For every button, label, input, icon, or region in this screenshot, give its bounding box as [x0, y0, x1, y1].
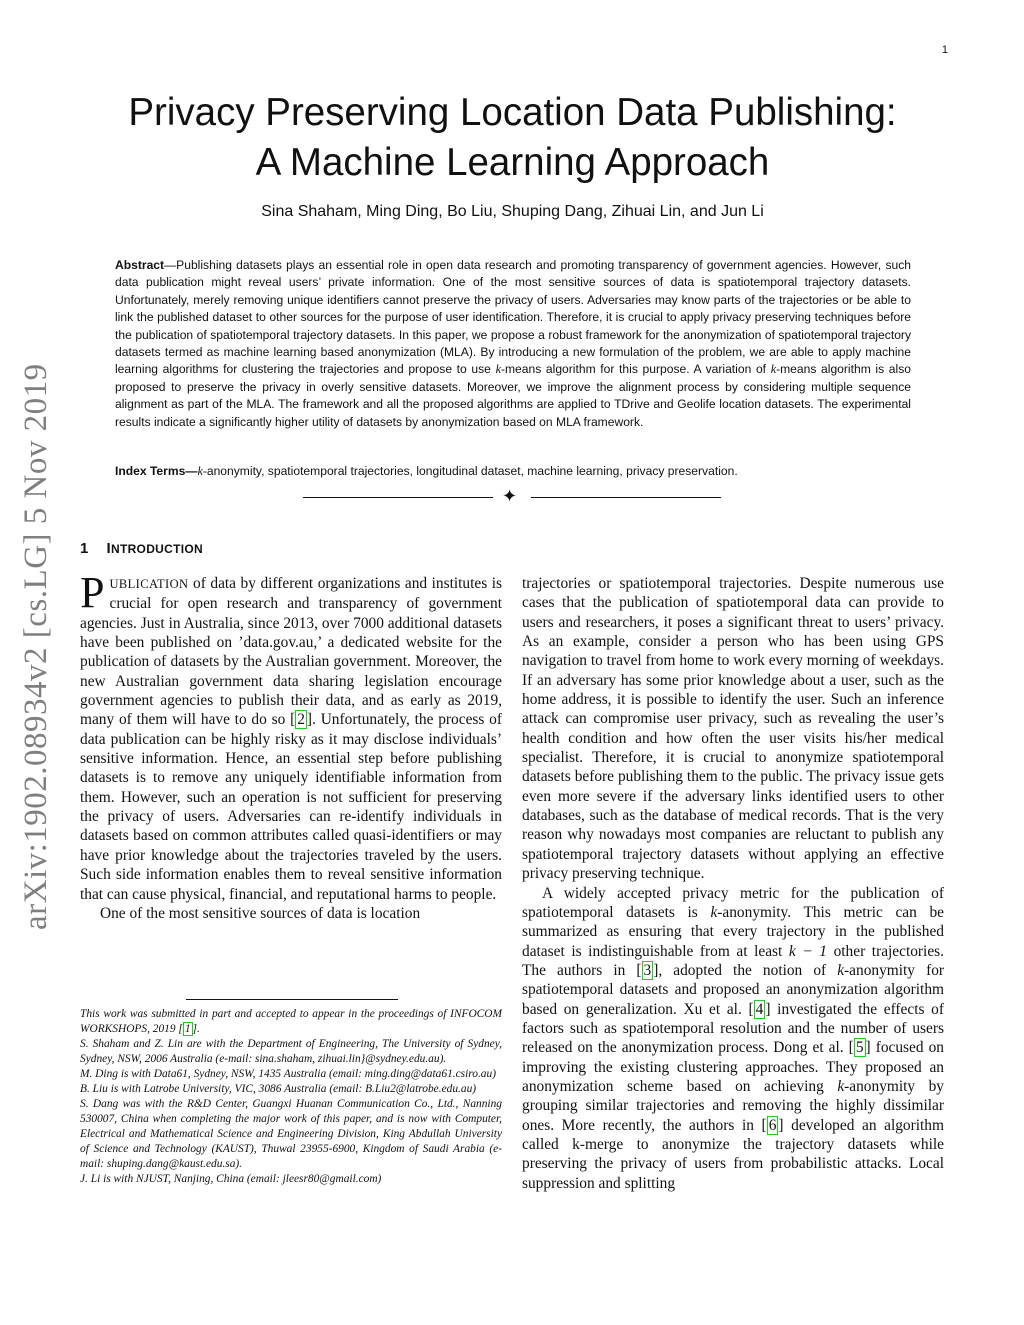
left-column: [80, 568, 502, 923]
index-terms: [115, 463, 911, 480]
section-title-rest: NTRODUCTION: [111, 542, 203, 556]
author-list: Sina Shaham, Ming Ding, Bo Liu, Shuping Dang, Zihuai Lin, and Jun Li: [261, 203, 764, 220]
section-number: 1: [80, 540, 89, 557]
paper-title: [80, 88, 945, 188]
paragraph-text: -anonymity by grouping similar trajectories and removing the highly dissimilar ones. More recently, the authors in: [522, 1077, 944, 1134]
paragraph-text: trajectories or spatiotemporal trajectories. Despite numerous use cases that the publication of spatiotemporal data can provide to users and researchers, it poses a significant threat to users’ privacy. As an example, consider a person who has been using GPS navigation to travel from home to work every morning of weekdays. If an adversary has some prior knowledge about a user, such as the home address, it is possible to identify the user. Such an inference attack can compromise user privacy, such as revealing the user’s health condition and how often the user visits his/her medical specialist. Therefore, it is crucial to anonymize spatiotemporal datasets before publishing them to the public. The privacy issue gets even more severe if the adversary links identified users to other databases, such as the database of medical records. That is the very reason why nowadays most companies are reluctant to publish any spatiotemporal trajectory datasets without applying an effective privacy preserving technique.: [522, 575, 944, 883]
paragraph-text: One of the most sensitive sources of data is location: [100, 904, 421, 922]
citation-link[interactable]: 1: [184, 1023, 191, 1035]
paragraph-text: other trajectories. The authors in: [522, 942, 945, 979]
paragraph-text: -anonymity for spatiotemporal datasets and proposed an anonymization algorithm based on generalization. Xu et al.: [522, 961, 945, 1018]
footnote-text: This work was submitted in part and accepted to appear in the proceedings of INFOCOM WORKSHOPS, 2019: [80, 1008, 502, 1035]
index-terms-dash: —: [185, 464, 198, 478]
paragraph-text: investigated the effects of factors such as spatiotemporal resolution and the number of users released on the anonymization process. Dong et al.: [522, 1000, 944, 1057]
paragraph-text: developed an algorithm called k-merge to anonymize the trajectory datasets while preserving the privacy of users from probabilistic attacks. Local suppression and splitting: [522, 1116, 944, 1192]
divider-ornament: ✦: [502, 486, 518, 506]
section-divider-left: [303, 497, 493, 498]
paragraph-text: A widely accepted privacy metric for the publication of spatiotemporal datasets is: [522, 884, 944, 921]
title-line-1: Privacy Preserving Location Data Publishing:: [128, 91, 897, 134]
abstract-text: —Publishing datasets plays an essential role in open data research and promoting transparency of government agencies. However, such data publication might reveal users’ private information. One of the most sensitive sources of data is spatiotemporal trajectory datasets. Unfortunately, merely removing unique identifiers cannot preserve the privacy of users. Adversaries may know parts of the trajectories or be able to link the published dataset to other sources for the purpose of user identification. Therefore, it is crucial to apply privacy preserving techniques before the publication of spatiotemporal trajectory datasets. In this paper, we propose a robust framework for the anonymization of spatiotemporal trajectory datasets termed as machine learning based anonymization (MLA). By introducing a new formulation of the problem, we are able to apply machine learning algorithms for clustering the trajectories and propose to use: [115, 258, 911, 377]
page-number: 1: [941, 44, 948, 56]
footnote: S. Shaham and Z. Lin are with the Department of Engineering, The University of Sydney, Sydney, NSW, 2006 Australia (e-mail: sina.shaham, zihuai.lin}@sydney.edu.au).: [80, 1038, 502, 1065]
paragraph: [522, 574, 944, 884]
footnote-separator: [186, 999, 398, 1000]
paragraph-text: , adopted the notion of: [658, 961, 838, 979]
abstract-label: Abstract: [115, 258, 165, 272]
abstract-text: -means algorithm is also proposed to preserve the privacy in overly sensitive datasets. Moreover, we improve the alignment process by considering multiple sequence alignment as part of the MLA. The framework and all the proposed algorithms are applied to TDrive and Geolife location datasets. The experimental results indicate a significantly higher utility of datasets by anonymization based on MLA framework.: [115, 362, 911, 429]
right-column: [522, 574, 944, 1193]
math-k: k: [710, 903, 718, 921]
citation-link[interactable]: 4: [755, 1000, 764, 1018]
math-k: k: [837, 1077, 845, 1095]
paragraph-text: of data by different organizations and institutes is crucial for open research and transparency of government agencies. Just in Australia, since 2013, over 7000 additional datasets have been published on ’data.gov.au,’ a dedicated website for the publication of datasets by the Australian government. Moreover, the new Australian government data sharing legislation encourage government agencies to publish their data, and as early as 2019, many of them will have to do so: [80, 575, 502, 729]
paragraph-text: -anonymity. This metric can be summarized as ensuring that every trajectory in the published dataset is indistinguishable from at least: [522, 903, 944, 960]
paragraph: PUBLICATION of data by different organizations and institutes is crucial for open research and transparency of government agencies. Just in Australia, since 2013, over 7000 additional datasets have been published on ’data.gov.au,’ a dedicated website for the publication of datasets by the Australian government. Moreover, the new Australian government data sharing legislation encourage government agencies to publish their data, and as early as 2019, many of them will have to do so [ 2 ]. Unfortunately, the process of data publication can be highly risky as it may disclose individuals’ sensitive information. Hence, an essential step before publishing datasets is to remove any uniquely identifiable information from them. However, such an operation is not sufficient for preserving the privacy of users. Adversaries can re-identify individuals in datasets based on common attributes called quasi-identifiers or may have prior knowledge about the trajectories traveled by the users. Such side information enables them to reveal sensitive information that can cause physical, financial, and reputational harms to people.: [80, 568, 502, 903]
math-k: k: [197, 464, 203, 478]
math-k-minus-1: k − 1: [788, 942, 827, 960]
abstract: [115, 257, 911, 431]
paragraph-text: focused on improving the existing clustering approaches. They proposed an anonymization scheme based on achieving: [522, 1039, 944, 1095]
title-line-2: A Machine Learning Approach: [255, 141, 770, 184]
paragraph: [80, 904, 502, 923]
footnote: M. Ding is with Data61, Sydney, NSW, 1435 Australia (email: ming.ding@data61.csiro.au): [80, 1068, 496, 1080]
paragraph-text: . Unfortunately, the process of data publication can be highly risky as it may disclose individuals’ sensitive information. Hence, an essential step before publishing datasets is to remove any uniquely identifiable information from them. However, such an operation is not sufficient for preserving the privacy of users. Adversaries can re-identify individuals in datasets based on common attributes called quasi-identifiers or may have prior knowledge about the trajectories traveled by the users. Such side information enables them to reveal sensitive information that can cause physical, financial, and reputational harms to people.: [80, 711, 502, 903]
citation-link[interactable]: 6: [768, 1116, 777, 1134]
arxiv-identifier-stamp[interactable]: arXiv:1902.08934v2 [cs.LG] 5 Nov 2019: [18, 363, 54, 930]
citation-link[interactable]: 3: [643, 961, 652, 979]
math-k: k: [837, 961, 845, 979]
math-k: k: [770, 362, 777, 377]
paragraph: A widely accepted privacy metric for the publication of spatiotemporal datasets is k-anonymity. This metric can be summarized as ensuring that every trajectory in the published dataset is indistinguishable from at least k − 1 other trajectories. The authors in [ 3 ], adopted the notion of k-anonymity for spatiotemporal datasets and proposed an anonymization algorithm based on generalization. Xu et al. [ 4 ] investigated the effects of factors such as spatiotemporal resolution and the number of users released on the anonymization process. Dong et al. [ 5 ] focused on improving the existing clustering approaches. They proposed an anonymization scheme based on achieving k-anonymity by grouping similar trajectories and removing the highly dissimilar ones. More recently, the authors in [ 6 ] developed an algorithm called k-merge to anonymize the trajectory datasets while preserving the privacy of users from probabilistic attacks. Local suppression and splitting: [522, 884, 945, 1192]
section-heading-introduction: [80, 540, 203, 557]
abstract-text: -means algorithm for this purpose. A variation of: [500, 362, 771, 377]
section-title-initial: I: [106, 540, 111, 557]
footnote: B. Liu is with Latrobe University, VIC, 3086 Australia (email: B.Liu2@latrobe.edu.au): [80, 1083, 477, 1095]
math-k: k: [495, 362, 501, 377]
footnote: This work was submitted in part and accepted to appear in the proceedings of INFOCOM WORKSHOPS, 2019 [ 1 ].: [80, 1008, 502, 1035]
footnote: S. Dang was with the R&D Center, Guangxi Huanan Communication Co., Ltd., Nanning 530007, China when completing the major work of this paper, and is now with Computer, Electrical and Mathematical Science and Engineering Division, King Abdullah University of Science and Technology (KAUST), Thuwal 23955-6900, Kingdom of Saudi Arabia (e-mail: shuping.dang@kaust.edu.sa).: [80, 1098, 502, 1170]
footnote: J. Li is with NJUST, Nanjing, China (email: jleesr80@gmail.com): [80, 1173, 382, 1185]
footnote-text: .: [196, 1023, 200, 1035]
smallcaps-word: UBLICATION: [109, 577, 189, 591]
index-terms-text: -anonymity, spatiotemporal trajectories, longitudinal dataset, machine learning, privacy preservation.: [202, 464, 738, 478]
footnotes: [80, 1007, 502, 1187]
dropcap-letter: P: [80, 568, 105, 617]
section-divider-right: [531, 497, 721, 498]
citation-link[interactable]: 2: [297, 711, 305, 729]
citation-link[interactable]: 5: [855, 1039, 864, 1057]
index-terms-label: Index Terms: [115, 464, 186, 478]
